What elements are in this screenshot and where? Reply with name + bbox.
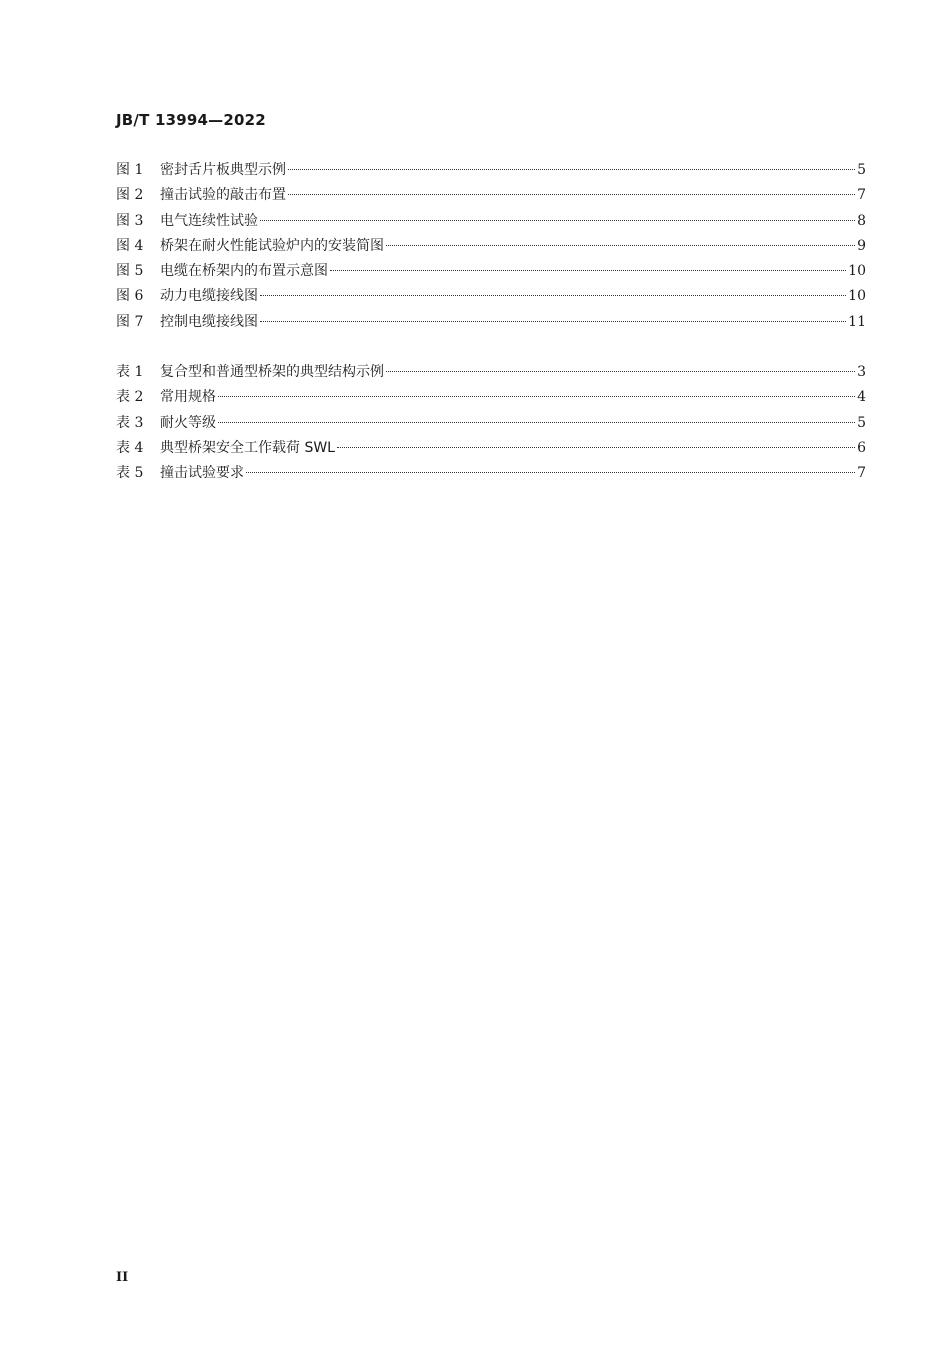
toc-entry[interactable] [116, 183, 866, 208]
page-number: II [116, 1270, 129, 1285]
toc-entry-title: 典型桥架安全工作载荷 SWL [160, 439, 335, 456]
dot-leader [218, 396, 855, 397]
dot-leader [288, 169, 855, 170]
toc-entry-label: 图 4 [116, 237, 144, 254]
toc-entry-label: 表 5 [116, 465, 144, 482]
toc-entry-title: 动力电缆接线图 [160, 288, 258, 305]
toc-entry-title: 撞击试验的敲击布置 [160, 187, 286, 204]
toc-entry[interactable] [116, 461, 866, 486]
dot-leader [218, 422, 855, 423]
toc-entry-label: 图 3 [116, 212, 144, 229]
dot-leader [288, 194, 855, 195]
toc-entry-label: 表 2 [116, 389, 144, 406]
toc-entry-title: 复合型和普通型桥架的典型结构示例 [160, 364, 384, 380]
toc-entry-title: 控制电缆接线图 [160, 313, 258, 330]
toc-entry[interactable] [116, 411, 866, 436]
toc-entry[interactable] [116, 259, 866, 284]
toc-entry-label: 表 3 [116, 414, 144, 431]
dot-leader [330, 270, 846, 271]
toc-entry[interactable] [116, 284, 866, 309]
toc-entry-title: 常用规格 [160, 389, 216, 406]
dot-leader [260, 295, 846, 296]
toc-entry-title: 桥架在耐火性能试验炉内的安装简图 [160, 237, 384, 254]
toc-entry-title: 撞击试验要求 [160, 465, 244, 482]
toc-entry[interactable] [116, 234, 866, 259]
dot-leader [260, 321, 846, 322]
toc-entry-page: 7 [857, 187, 866, 204]
toc-entry-label: 图 2 [116, 187, 144, 204]
toc-entry-label: 图 5 [116, 263, 144, 280]
dot-leader [246, 472, 855, 473]
toc-entry-title: 电气连续性试验 [160, 212, 258, 229]
toc-entry-label: 表 1 [116, 364, 144, 380]
toc-entry[interactable] [116, 385, 866, 410]
toc-entry-page: 6 [857, 439, 866, 456]
dot-leader [337, 447, 855, 448]
toc-entry-page: 5 [857, 414, 866, 431]
toc-entry-label: 图 7 [116, 313, 144, 330]
toc-entry-page: 7 [857, 465, 866, 482]
toc-entry-title: 电缆在桥架内的布置示意图 [160, 263, 328, 280]
toc-entry-page: 9 [857, 237, 866, 254]
toc-entry-title: 耐火等级 [160, 414, 216, 431]
toc-entry-page: 10 [848, 263, 866, 280]
table-list [116, 360, 866, 486]
toc-entry-page: 11 [848, 313, 866, 330]
standard-number: JB/T 13994—2022 [116, 111, 266, 129]
toc-entry[interactable] [116, 158, 866, 183]
figure-list [116, 158, 866, 335]
toc-entry-label: 表 4 [116, 439, 144, 456]
dot-leader [386, 371, 855, 372]
toc-entry-page: 5 [857, 162, 866, 178]
dot-leader [260, 220, 855, 221]
toc-entry[interactable] [116, 310, 866, 335]
toc-entry-page: 10 [848, 288, 866, 305]
toc-entry-label: 图 1 [116, 162, 144, 178]
toc-entry-page: 8 [857, 212, 866, 229]
dot-leader [386, 245, 855, 246]
toc-entry-page: 3 [857, 364, 866, 380]
toc-entry[interactable] [116, 360, 866, 385]
toc-entry-title: 密封舌片板典型示例 [160, 162, 286, 178]
toc-entry[interactable] [116, 209, 866, 234]
toc-entry-label: 图 6 [116, 288, 144, 305]
toc-entry[interactable] [116, 436, 866, 461]
toc-entry-page: 4 [857, 389, 866, 406]
